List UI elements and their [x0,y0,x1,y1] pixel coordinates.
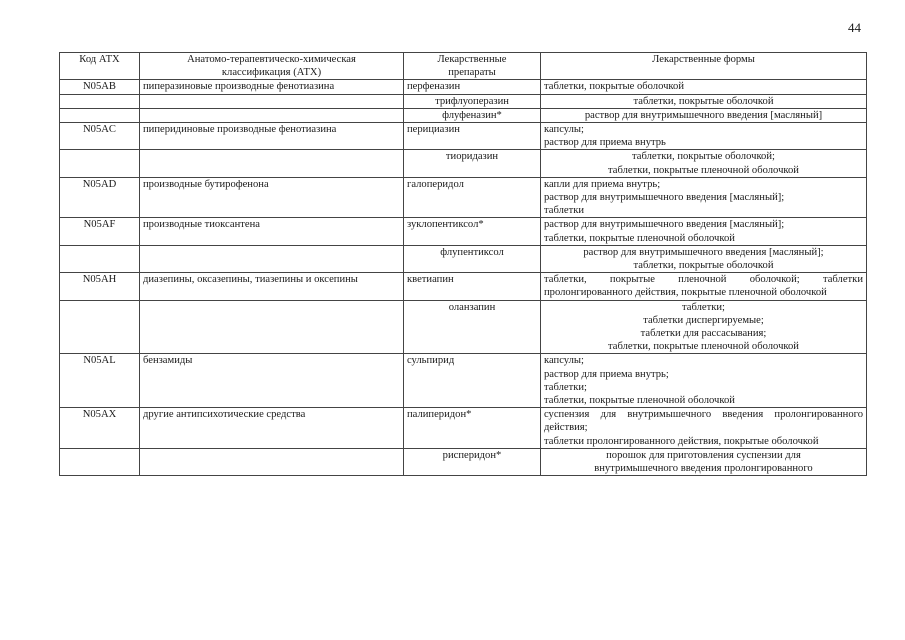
classification-cell: диазепины, оксазепины, тиазепины и оксепины [140,273,404,300]
form-line: внутримышечного введения пролонгированного [594,463,813,475]
drug-cell: зуклопентиксол* [404,218,541,245]
drug-cell: рисперидон* [404,448,541,475]
form-line: капсулы; [544,124,584,136]
classification-cell: пиперидиновые производные фенотиазина [140,123,404,150]
atx-code-cell [60,448,140,475]
drug-cell: тиоридазин [404,150,541,177]
form-line: таблетки пролонгированного действия, покрытые оболочкой [544,435,819,447]
classification-cell [140,94,404,108]
form-line: капли для приема внутрь; [544,178,661,190]
forms-cell [541,218,867,245]
drug-cell: флупентиксол [404,245,541,272]
form-line: таблетки, покрытые оболочкой [633,260,774,272]
forms-cell [541,80,867,94]
form-line: таблетки, покрытые пленочной оболочкой; таблетки пролонгированного действия, покрытые пленочной оболочкой [544,274,863,299]
atx-code-cell [60,245,140,272]
forms-cell [541,300,867,354]
drug-cell: галоперидол [404,177,541,218]
header-classification: Анатомо-терапевтическо-химическая классификация (АТХ) [140,53,404,80]
atx-code-cell: N05AC [60,123,140,150]
forms-cell [541,177,867,218]
drug-cell: палиперидон* [404,408,541,449]
form-line: таблетки, покрытые оболочкой [633,95,774,107]
table-row [60,273,867,300]
drug-cell: перфеназин [404,80,541,94]
form-line: порошок для приготовления суспензии для [606,449,801,461]
form-line: таблетки [544,205,585,217]
form-line: раствор для внутримышечного введения [масляный]; [583,246,824,258]
forms-cell [541,123,867,150]
atx-code-cell [60,94,140,108]
form-line: таблетки для рассасывания; [640,328,767,340]
header-forms: Лекарственные формы [541,53,867,80]
atx-code-cell: N05AH [60,273,140,300]
page-number: 44 [848,20,861,35]
form-line: таблетки диспергируемые; [643,314,764,326]
forms-cell [541,408,867,449]
classification-cell [140,448,404,475]
forms-cell [541,245,867,272]
drug-cell: трифлуоперазин [404,94,541,108]
classification-cell: бензамиды [140,354,404,408]
classification-cell [140,108,404,122]
atx-table [59,52,867,476]
form-line: таблетки, покрытые пленочной оболочкой [544,395,735,407]
form-line: раствор для внутримышечного введения [масляный]; [544,219,785,231]
form-line: таблетки, покрытые оболочкой; [632,151,775,163]
classification-cell: производные тиоксантена [140,218,404,245]
forms-cell [541,150,867,177]
form-line: раствор для внутримышечного введения [масляный]; [544,192,785,204]
forms-cell [541,94,867,108]
atx-code-cell [60,150,140,177]
drug-cell: флуфеназин* [404,108,541,122]
atx-code-cell: N05AF [60,218,140,245]
form-line: таблетки, покрытые пленочной оболочкой [608,164,799,176]
form-line: раствор для внутримышечного введения [масляный] [584,109,823,121]
atx-code-cell [60,300,140,354]
table-row [60,123,867,150]
drug-cell: оланзапин [404,300,541,354]
form-line: суспензия для внутримышечного введения пролонгированного действия; [544,409,863,434]
form-line: таблетки, покрытые пленочной оболочкой [544,232,735,244]
header-drugs: Лекарственные препараты [404,53,541,80]
form-line: таблетки; [544,381,587,393]
form-line: таблетки, покрытые оболочкой [544,81,684,93]
forms-cell [541,354,867,408]
classification-cell: производные бутирофенона [140,177,404,218]
table-row [60,448,867,475]
classification-cell [140,150,404,177]
form-line: капсулы; [544,355,584,367]
form-line: раствор для приема внутрь [544,137,666,149]
forms-cell [541,273,867,300]
classification-cell [140,300,404,354]
atx-code-cell: N05AB [60,80,140,94]
drug-cell: сульпирид [404,354,541,408]
table-row [60,408,867,449]
drug-cell: перициазин [404,123,541,150]
form-line: таблетки; [682,301,725,313]
table-row [60,150,867,177]
classification-cell: другие антипсихотические средства [140,408,404,449]
table-row [60,218,867,245]
atx-code-cell: N05AD [60,177,140,218]
table-row [60,108,867,122]
table-row [60,300,867,354]
table-row [60,80,867,94]
table-row [60,245,867,272]
form-line: раствор для приема внутрь; [544,368,669,380]
header-code: Код АТХ [60,53,140,80]
classification-cell: пиперазиновые производные фенотиазина [140,80,404,94]
form-line: таблетки, покрытые пленочной оболочкой [608,341,799,353]
forms-cell [541,108,867,122]
atx-code-cell: N05AL [60,354,140,408]
table-row [60,177,867,218]
atx-code-cell: N05AX [60,408,140,449]
classification-cell [140,245,404,272]
table-header-row [60,53,867,80]
forms-cell [541,448,867,475]
atx-code-cell [60,108,140,122]
table-row [60,354,867,408]
table-row [60,94,867,108]
drug-cell: кветиапин [404,273,541,300]
